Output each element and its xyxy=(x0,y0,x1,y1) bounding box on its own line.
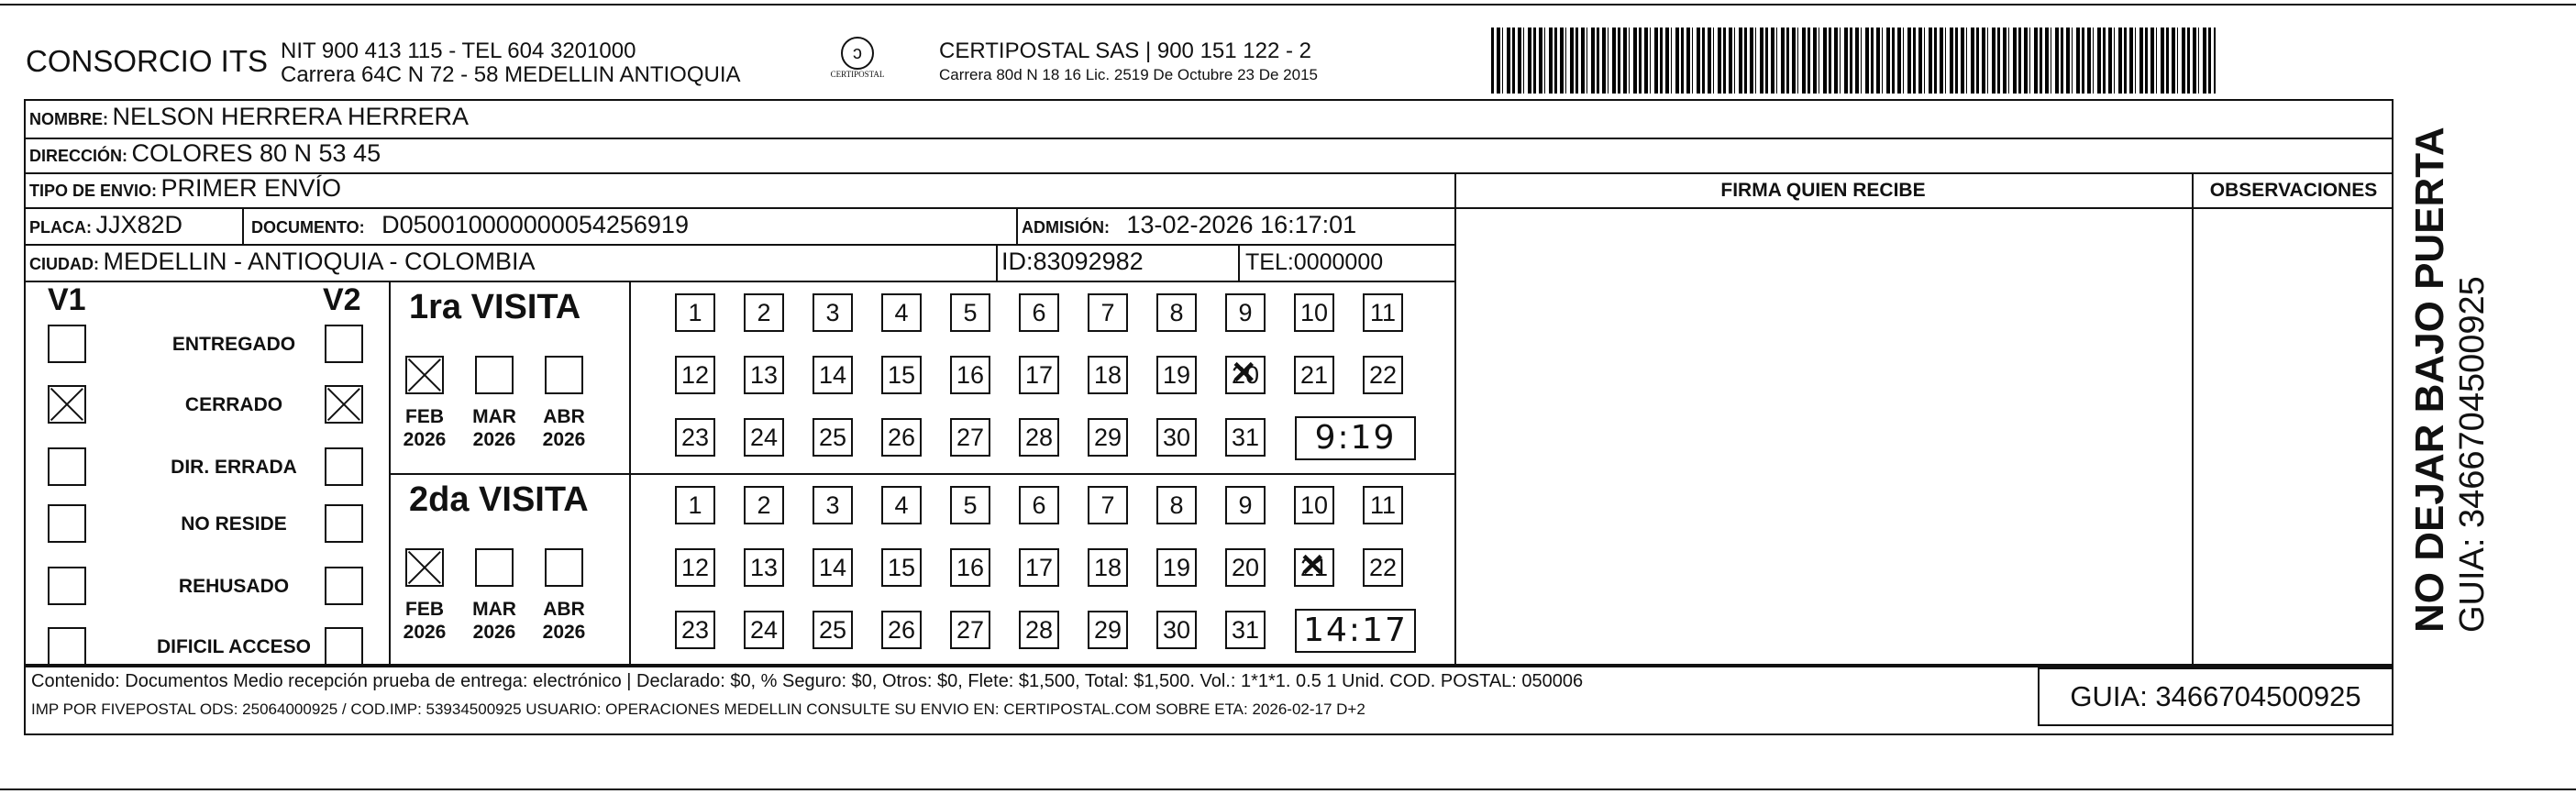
direccion-value: COLORES 80 N 53 45 xyxy=(131,139,381,167)
day-box[interactable]: 22 xyxy=(1363,548,1403,587)
day-box[interactable]: 28 xyxy=(1019,611,1059,649)
month-name: ABR xyxy=(543,599,585,620)
cell-divider xyxy=(1016,207,1018,244)
company-name: CONSORCIO ITS xyxy=(26,44,269,78)
cell-divider xyxy=(1238,244,1240,281)
day-box[interactable]: 30 xyxy=(1156,611,1197,649)
day-box[interactable]: 12 xyxy=(675,548,715,587)
month-year: 2026 xyxy=(542,429,586,450)
v2-header: V2 xyxy=(323,282,361,317)
v1-header: V1 xyxy=(48,282,86,317)
certipostal-nit: CERTIPOSTAL SAS | 900 151 122 - 2 xyxy=(939,39,1311,63)
tipo-label: TIPO DE ENVIO: xyxy=(29,182,158,200)
day-box[interactable]: 9 xyxy=(1225,293,1266,332)
logo-icon: ↄ xyxy=(841,37,874,70)
day-box[interactable]: 3 xyxy=(813,486,853,524)
certipostal-logo xyxy=(816,37,899,79)
logo-text: CERTIPOSTAL xyxy=(830,70,885,79)
day-box[interactable]: 4 xyxy=(881,293,922,332)
day-box[interactable]: 28 xyxy=(1019,418,1059,457)
month-checkbox[interactable] xyxy=(405,548,444,587)
top-border xyxy=(0,4,2576,6)
admision-value: 13-02-2026 16:17:01 xyxy=(1126,211,1357,238)
day-box[interactable]: 5 xyxy=(950,486,990,524)
v2-checkbox[interactable] xyxy=(325,385,363,424)
barcode xyxy=(1491,28,2216,94)
day-box[interactable]: 21 ✕ xyxy=(1294,548,1334,587)
day-box[interactable]: 1 xyxy=(675,293,715,332)
day-box[interactable]: 27 xyxy=(950,418,990,457)
day-box[interactable]: 15 xyxy=(881,548,922,587)
month-checkbox[interactable] xyxy=(545,356,583,394)
day-box[interactable]: 25 xyxy=(813,611,853,649)
day-box[interactable]: 2 xyxy=(744,486,784,524)
ciudad-label: CIUDAD: xyxy=(29,255,99,273)
firma-area[interactable] xyxy=(1458,211,2188,664)
day-box[interactable]: 13 xyxy=(744,356,784,394)
day-box[interactable]: 19 xyxy=(1156,356,1197,394)
day-box[interactable]: 29 xyxy=(1088,418,1128,457)
row-divider xyxy=(1454,207,2394,209)
v1-checkbox[interactable] xyxy=(48,325,86,363)
footer-content: Contenido: Documentos Medio recepción prueba de entrega: electrónico | Declarado: $0, % Seguro: $0, Otros: $0, Flete: $1,500, Total: $1,500. Vol.: 1*1*1. 0.5 1 Unid. COD. POSTAL: 050006 xyxy=(31,671,1584,691)
row-divider xyxy=(24,207,1454,209)
row-divider xyxy=(24,172,2394,174)
v1-checkbox[interactable] xyxy=(48,504,86,543)
v1-checkbox[interactable] xyxy=(48,385,86,424)
day-box[interactable]: 5 xyxy=(950,293,990,332)
v2-checkbox[interactable] xyxy=(325,627,363,666)
month-checkbox[interactable] xyxy=(475,356,514,394)
side-guia: GUIA: 3466704500925 xyxy=(2453,276,2492,633)
company-address: Carrera 64C N 72 - 58 MEDELLIN ANTIOQUIA xyxy=(281,62,741,87)
day-box[interactable]: 31 xyxy=(1225,418,1266,457)
direccion-row xyxy=(29,139,381,168)
day-box[interactable]: 26 xyxy=(881,418,922,457)
day-box[interactable]: 16 xyxy=(950,548,990,587)
day-box[interactable]: 18 xyxy=(1088,356,1128,394)
certipostal-address: Carrera 80d N 18 16 Lic. 2519 De Octubre 23 De 2015 xyxy=(939,66,1318,83)
day-box[interactable]: 19 xyxy=(1156,548,1197,587)
row-divider xyxy=(24,244,1454,246)
v2-checkbox[interactable] xyxy=(325,567,363,605)
month-year: 2026 xyxy=(403,429,447,450)
admision-label: ADMISIÓN: xyxy=(1022,218,1110,237)
month-year: 2026 xyxy=(403,622,447,643)
day-box[interactable]: 12 xyxy=(675,356,715,394)
month-checkbox[interactable] xyxy=(545,548,583,587)
visit-title: 1ra VISITA xyxy=(409,288,581,326)
month-name: MAR xyxy=(472,599,516,620)
documento-value: D050010000000054256919 xyxy=(381,211,689,238)
day-box[interactable]: 8 xyxy=(1156,293,1197,332)
day-box[interactable]: 1 xyxy=(675,486,715,524)
day-box[interactable]: 7 xyxy=(1088,486,1128,524)
month-label xyxy=(536,598,591,644)
month-label xyxy=(536,405,591,451)
v2-checkbox[interactable] xyxy=(325,447,363,486)
month-checkbox[interactable] xyxy=(405,356,444,394)
day-box[interactable]: 16 xyxy=(950,356,990,394)
v1-checkbox[interactable] xyxy=(48,567,86,605)
footer-imp: IMP POR FIVEPOSTAL ODS: 25064000925 / COD.IMP: 53934500925 USUARIO: OPERACIONES MEDELLIN CONSULTE SU ENVIO EN: CERTIPOSTAL.COM SOBRE ETA: 2026-02-17 D+2 xyxy=(31,700,1365,718)
day-box[interactable]: 13 xyxy=(744,548,784,587)
day-box[interactable]: 2 xyxy=(744,293,784,332)
tel-value: TEL:0000000 xyxy=(1245,249,1384,275)
bottom-border xyxy=(0,788,2576,790)
cell-divider xyxy=(996,244,998,281)
visit-divider xyxy=(389,473,1454,475)
day-box[interactable]: 3 xyxy=(813,293,853,332)
state-label: CERRADO xyxy=(184,394,283,415)
day-box[interactable]: 11 xyxy=(1363,293,1403,332)
state-label: NO RESIDE xyxy=(181,513,287,535)
admision-row xyxy=(1022,211,1356,239)
firma-divider xyxy=(1454,172,1456,666)
day-box[interactable]: 17 xyxy=(1019,548,1059,587)
month-name: FEB xyxy=(405,406,444,427)
day-box[interactable]: 27 xyxy=(950,611,990,649)
day-box[interactable]: 24 xyxy=(744,611,784,649)
placa-row xyxy=(29,211,182,239)
day-box[interactable]: 11 xyxy=(1363,486,1403,524)
placa-label: PLACA: xyxy=(29,218,92,237)
day-box[interactable]: 26 xyxy=(881,611,922,649)
month-year: 2026 xyxy=(542,622,586,643)
ciudad-row xyxy=(29,248,536,276)
day-box[interactable]: 18 xyxy=(1088,548,1128,587)
v2-checkbox[interactable] xyxy=(325,325,363,363)
v1-checkbox[interactable] xyxy=(48,627,86,666)
nombre-row xyxy=(29,103,469,131)
tipo-row xyxy=(29,174,341,203)
day-box[interactable]: 23 xyxy=(675,611,715,649)
day-box[interactable]: 14 xyxy=(813,548,853,587)
month-checkbox[interactable] xyxy=(475,548,514,587)
day-box[interactable]: 14 xyxy=(813,356,853,394)
day-box[interactable]: 10 xyxy=(1294,293,1334,332)
day-box[interactable]: 30 xyxy=(1156,418,1197,457)
state-label: REHUSADO xyxy=(178,576,290,597)
day-box[interactable]: 6 xyxy=(1019,293,1059,332)
state-label: DIFICIL ACCESO xyxy=(156,636,311,657)
tipo-value: PRIMER ENVÍO xyxy=(160,174,342,202)
row-divider xyxy=(24,281,1454,282)
day-box[interactable]: 22 xyxy=(1363,356,1403,394)
company-nit-tel: NIT 900 413 115 - TEL 604 3201000 xyxy=(281,39,636,63)
state-label: DIR. ERRADA xyxy=(171,457,297,478)
day-box[interactable]: 10 xyxy=(1294,486,1334,524)
no-dejar-bajo-puerta: NO DEJAR BAJO PUERTA xyxy=(2407,127,2452,633)
day-box[interactable]: 9 xyxy=(1225,486,1266,524)
month-label xyxy=(467,598,522,644)
month-name: MAR xyxy=(472,406,516,427)
month-label xyxy=(397,405,452,451)
nombre-label: NOMBRE: xyxy=(29,110,108,128)
month-name: FEB xyxy=(405,599,444,620)
month-name: ABR xyxy=(543,406,585,427)
v2-checkbox[interactable] xyxy=(325,504,363,543)
ciudad-value: MEDELLIN - ANTIOQUIA - COLOMBIA xyxy=(103,248,536,275)
month-label xyxy=(397,598,452,644)
firma-header: FIRMA QUIEN RECIBE xyxy=(1720,180,1926,201)
side-text xyxy=(2407,119,2493,633)
documento-label: DOCUMENTO: xyxy=(251,218,365,237)
day-box[interactable]: 4 xyxy=(881,486,922,524)
footer-guia: GUIA: 3466704500925 xyxy=(2070,680,2361,712)
nombre-value: NELSON HERRERA HERRERA xyxy=(112,103,470,130)
day-box[interactable]: 31 xyxy=(1225,611,1266,649)
visit-title: 2da VISITA xyxy=(409,480,589,519)
observaciones-area[interactable] xyxy=(2195,211,2392,664)
state-label: ENTREGADO xyxy=(171,334,296,355)
day-box[interactable]: 6 xyxy=(1019,486,1059,524)
day-box[interactable]: 29 xyxy=(1088,611,1128,649)
month-year: 2026 xyxy=(472,429,516,450)
id-value: ID:83092982 xyxy=(1001,248,1144,275)
direccion-label: DIRECCIÓN: xyxy=(29,147,127,165)
visit-time[interactable]: 14:17 xyxy=(1295,609,1416,653)
placa-value: JJX82D xyxy=(95,211,182,238)
obs-divider xyxy=(2192,172,2194,666)
observaciones-header: OBSERVACIONES xyxy=(2209,180,2378,201)
day-box[interactable]: 20 ✕ xyxy=(1225,356,1266,394)
day-box[interactable]: 8 xyxy=(1156,486,1197,524)
day-box[interactable]: 25 xyxy=(813,418,853,457)
v1-checkbox[interactable] xyxy=(48,447,86,486)
day-box[interactable]: 17 xyxy=(1019,356,1059,394)
month-label xyxy=(467,405,522,451)
day-box[interactable]: 23 xyxy=(675,418,715,457)
day-box[interactable]: 7 xyxy=(1088,293,1128,332)
documento-row xyxy=(251,211,689,239)
day-box[interactable]: 20 xyxy=(1225,548,1266,587)
month-year: 2026 xyxy=(472,622,516,643)
cell-divider xyxy=(242,207,244,244)
visit-time[interactable]: 9:19 xyxy=(1295,416,1416,460)
day-box[interactable]: 24 xyxy=(744,418,784,457)
day-box[interactable]: 21 xyxy=(1294,356,1334,394)
day-box[interactable]: 15 xyxy=(881,356,922,394)
